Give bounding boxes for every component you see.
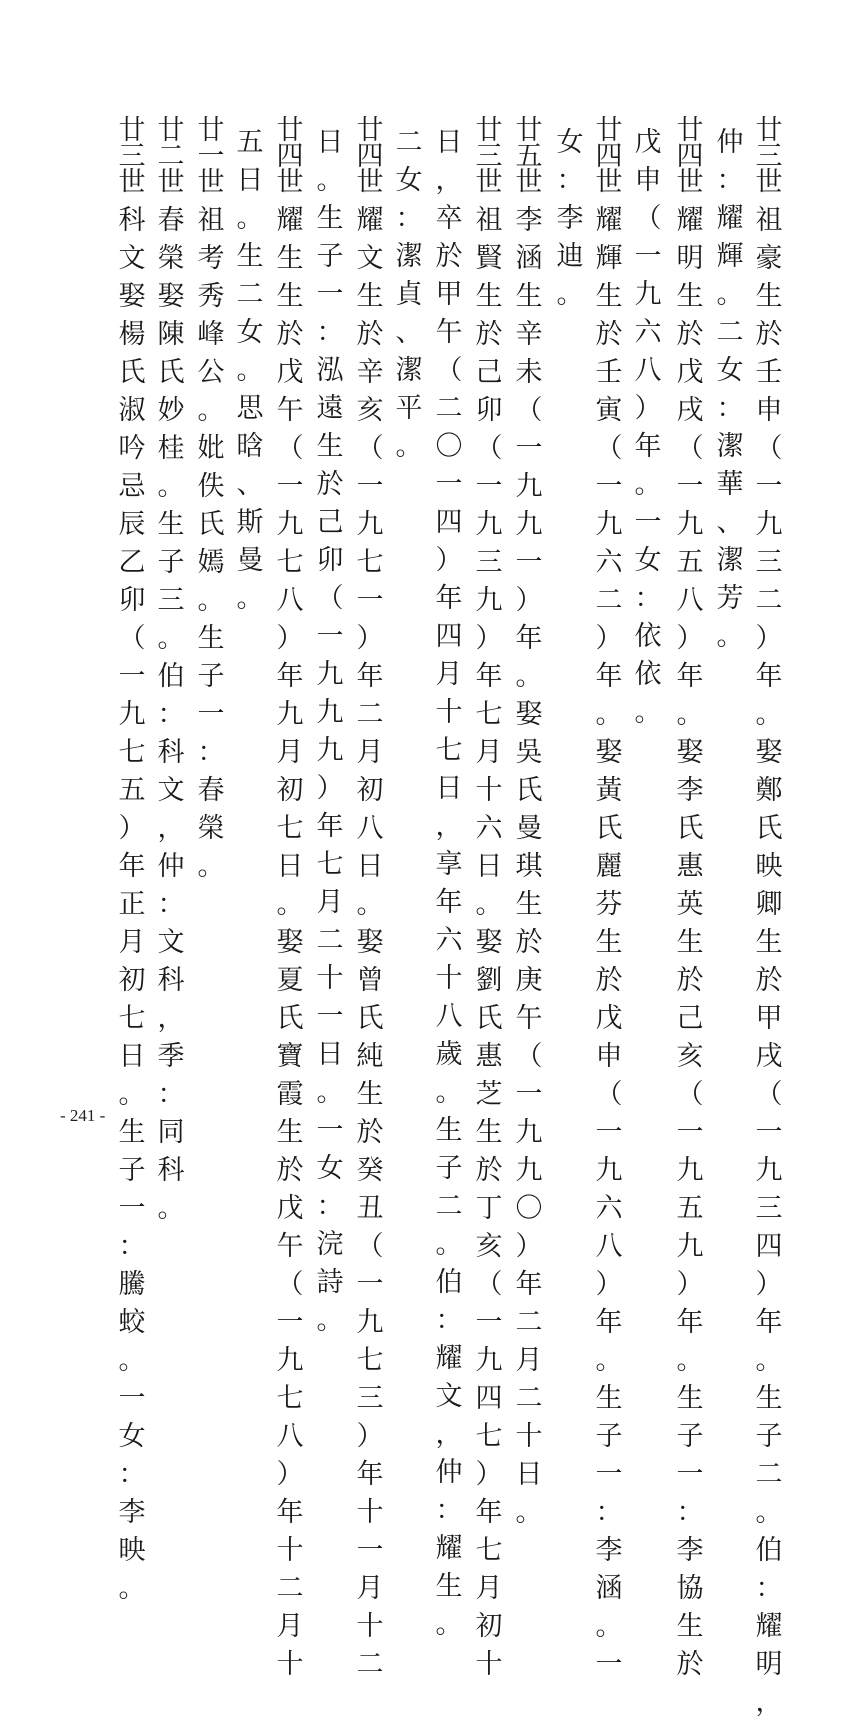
text-column (467, 115, 511, 1680)
entry-text: 李 涵 生 辛 未 （ 一 九 九 一 ） 年 。 娶 吳 氏 曼 琪 生 於 庚 午 （ 一 九 九 〇 ） 年 二 月 二 十 日 。 (515, 205, 543, 1528)
entry-text: 科 文 娶 楊 氏 淑 吟 忌 辰 乙 卯 （ 一 九 七 五 ） 年 正 月 初 七 日 。 生 子 一 ： 騰 蛟 。 一 女 ： 李 映 。 (118, 205, 146, 1604)
entry-text: 日 ， 卒 於 甲 午 （ 二 〇 一 四 ） 年 四 月 十 七 日 ， 享 年 六 十 八 歲 。 生 子 二 。 伯 ： 耀 文 ， 仲 ： 耀 生 。 (435, 127, 463, 1640)
text-column (189, 115, 233, 1078)
text-column (387, 118, 431, 1078)
entry-text: 二 女 ： 潔 貞 、 潔 平 。 (395, 127, 423, 462)
text-column (268, 115, 312, 1680)
entry-text: 五 日 。 生 二 女 。 思 晗 、 斯 曼 。 (236, 127, 264, 614)
text-column (587, 115, 631, 1680)
entry-text: 仲 ： 耀 輝 。 二 女 ： 潔 華 、 潔 芳 。 (716, 127, 744, 652)
generation-label: 廿 五 世 (515, 115, 543, 198)
text-column (747, 115, 791, 1718)
generation-label: 廿 二 世 (157, 115, 185, 198)
text-column (308, 118, 352, 1336)
text-column (708, 118, 752, 1078)
generation-label: 廿 四 世 (595, 115, 623, 198)
entry-text: 祖 考 秀 峰 公 。 妣 佚 氏 嫣 。 生 子 一 ： 春 榮 。 (197, 205, 225, 882)
entry-text: 耀 輝 生 於 壬 寅 （ 一 九 六 二 ） 年 。 娶 黃 氏 麗 芬 生 於 戊 申 （ 一 九 六 八 ） 年 。 生 子 一 ： 李 涵 。 一 (595, 205, 623, 1680)
generation-label: 廿 四 世 (356, 115, 384, 198)
text-column (348, 115, 392, 1680)
generation-label: 廿 一 世 (197, 115, 225, 198)
text-column (548, 118, 592, 1078)
text-column (668, 115, 712, 1680)
entry-text: 耀 明 生 於 戊 戌 （ 一 九 五 八 ） 年 。 娶 李 氏 惠 英 生 於 己 亥 （ 一 九 五 九 ） 年 。 生 子 一 ： 李 協 生 於 (676, 205, 704, 1680)
text-column (110, 115, 154, 1604)
entry-text: 日 。 生 子 一 ： 泓 遠 生 於 己 卯 （ 一 九 九 九 ） 年 七 月 二 十 一 日 。 一 女 ： 浣 詩 。 (316, 127, 344, 1336)
entry-text: 春 榮 娶 陳 氏 妙 桂 。 生 子 三 。 伯 ： 科 文 ， 仲 ： 文 科 ， 季 ： 同 科 。 (157, 205, 185, 1224)
text-column (507, 115, 551, 1528)
entry-text: 耀 生 生 於 戊 午 （ 一 九 七 八 ） 年 九 月 初 七 日 。 娶 夏 氏 寶 霞 生 於 戊 午 （ 一 九 七 八 ） 年 十 二 月 十 (276, 205, 304, 1680)
entry-text: 耀 文 生 於 辛 亥 （ 一 九 七 一 ） 年 二 月 初 八 日 。 娶 曾 氏 純 生 於 癸 丑 （ 一 九 七 三 ） 年 十 一 月 十 二 (356, 205, 384, 1680)
entry-text: 祖 豪 生 於 壬 申 （ 一 九 三 二 ） 年 。 娶 鄭 氏 映 卿 生 於 甲 戌 （ 一 九 三 四 ） 年 。 生 子 二 。 伯 ： 耀 明 ， (755, 205, 783, 1718)
generation-label: 廿 三 世 (118, 115, 146, 198)
generation-label: 廿 三 世 (475, 115, 503, 198)
text-column (427, 118, 471, 1640)
text-column (626, 118, 670, 1078)
entry-text: 戊 申 （ 一 九 六 八 ） 年 。 一 女 ： 依 依 。 (634, 127, 662, 728)
entry-text: 祖 賢 生 於 己 卯 （ 一 九 三 九 ） 年 七 月 十 六 日 。 娶 劉 氏 惠 芝 生 於 丁 亥 （ 一 九 四 七 ） 年 七 月 初 十 (475, 205, 503, 1680)
text-column (149, 115, 193, 1224)
entry-text: 女 ： 李 迪 。 (556, 127, 584, 310)
generation-label: 廿 三 世 (755, 115, 783, 198)
generation-label: 廿 四 世 (676, 115, 704, 198)
page-number: - 241 - (60, 1106, 106, 1125)
generation-label: 廿 四 世 (276, 115, 304, 198)
text-column (228, 118, 272, 1078)
